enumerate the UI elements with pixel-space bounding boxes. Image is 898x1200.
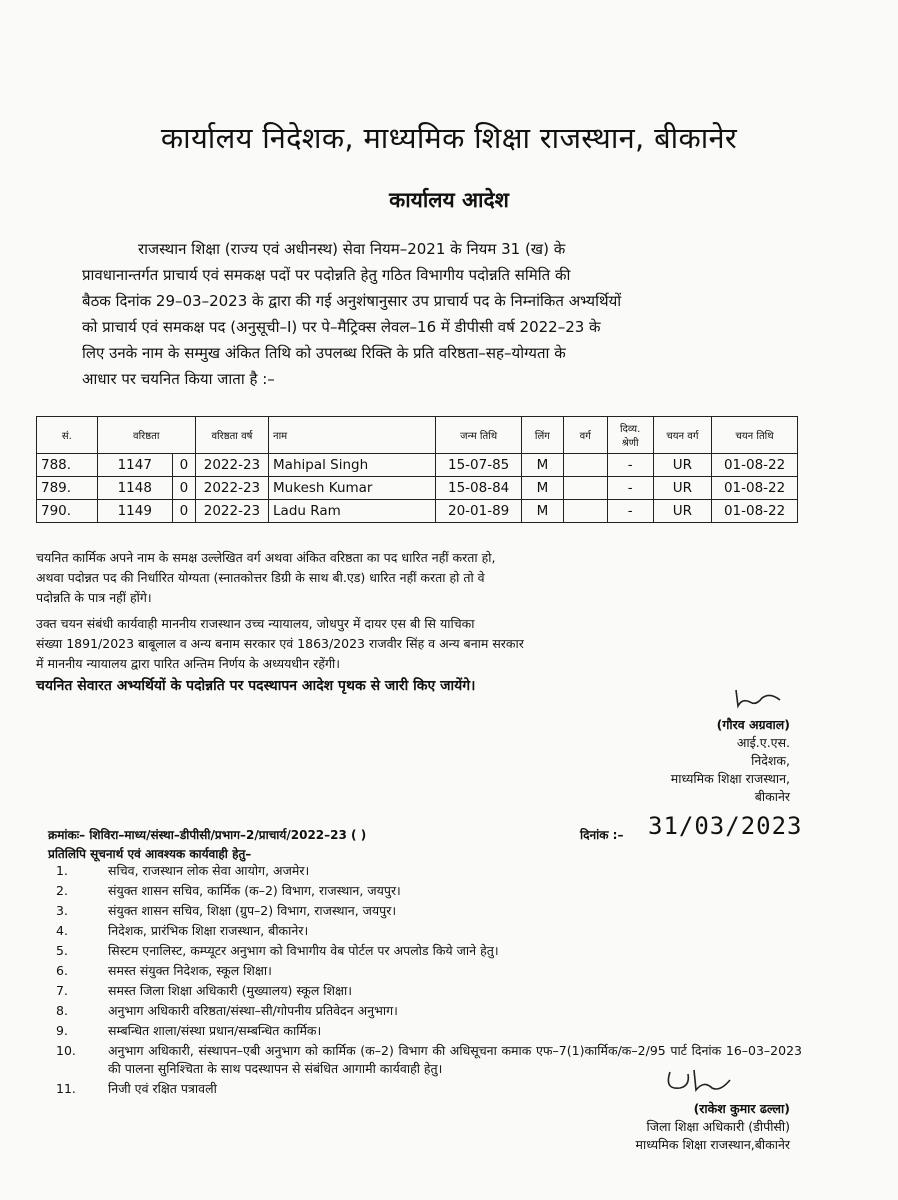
item-number: 11. — [56, 1081, 76, 1096]
cell-selection-category: UR — [653, 454, 712, 477]
cell-selection-category: UR — [653, 477, 712, 500]
item-text: निजी एवं रक्षित पत्रावली — [108, 1081, 217, 1096]
cell-gender: M — [521, 477, 563, 500]
cell-dob: 15-08-84 — [436, 477, 522, 500]
cell-seniority: 1148 — [97, 477, 172, 500]
cell-category — [563, 477, 607, 500]
cell-sub: 0 — [172, 454, 195, 477]
list-item — [42, 882, 802, 900]
cell-sno: 788. — [37, 454, 98, 477]
signatory-designation: निदेशक, — [751, 753, 790, 768]
list-item — [42, 962, 802, 980]
cell-disability: - — [607, 477, 653, 500]
note-line: उक्त चयन संबंधी कार्यवाही माननीय राजस्थान उच्च न्यायालय, जोधपुर में दायर एस बी सि याचिका — [36, 616, 475, 631]
signatory-service: आई.ए.एस. — [736, 735, 790, 750]
col-dob: जन्म तिथि — [436, 417, 522, 454]
intro-line: लिए उनके नाम के सम्मुख अंकित तिथि को उपलब्ध रिक्ति के प्रति वरिष्ठता–सह–योग्यता के — [82, 344, 566, 362]
note-line: चयनित कार्मिक अपने नाम के समक्ष उल्लेखित वर्ग अथवा अंकित वरिष्ठता का पद धारित नहीं करता हो, — [36, 550, 496, 565]
item-number: 1. — [56, 863, 68, 878]
signatory-city: बीकानेर — [754, 789, 790, 804]
col-seniority: वरिष्ठता — [97, 417, 195, 454]
list-item — [42, 922, 802, 940]
item-text: अनुभाग अधिकारी, संस्थापन–एबी अनुभाग को कार्मिक (क–2) विभाग की अधिसूचना कमाक एफ–7(1)कार्मिक/क–2/95 पार्ट दिनांक 16–03–2023 की पालना सुनिश्चिता के साथ पदस्थापन से संबंधित आगामी कार्यवाही हेतु। — [108, 1043, 802, 1076]
item-text: सचिव, राजस्थान लोक सेवा आयोग, अजमेर। — [108, 863, 310, 878]
eligibility-note — [36, 548, 796, 608]
intro-paragraph — [82, 236, 800, 392]
item-text: संयुक्त शासन सचिव, कार्मिक (क–2) विभाग, राजस्थान, जयपुर। — [108, 883, 401, 898]
item-text: निदेशक, प्रारंभिक शिक्षा राजस्थान, बीकानेर। — [108, 923, 309, 938]
col-gender: लिंग — [521, 417, 563, 454]
signatory-designation: जिला शिक्षा अधिकारी (डीपीसी) — [646, 1119, 790, 1134]
table-header-row — [37, 417, 798, 454]
item-text: सिस्टम एनालिस्ट, कम्प्यूटर अनुभाग को विभागीय वेब पोर्टल पर अपलोड किये जाने हेतु। — [108, 943, 499, 958]
item-number: 9. — [56, 1023, 68, 1038]
cell-category — [563, 500, 607, 523]
cell-gender: M — [521, 500, 563, 523]
signatory-name: (राकेश कुमार ढल्ला) — [693, 1101, 790, 1116]
list-item — [42, 942, 802, 960]
col-disability: दिव्य. श्रेणी — [607, 417, 653, 454]
court-note — [36, 614, 796, 674]
cell-dob: 20-01-89 — [436, 500, 522, 523]
cell-selection-date: 01-08-22 — [712, 477, 798, 500]
col-category: वर्ग — [563, 417, 607, 454]
list-item — [42, 902, 802, 920]
cell-seniority: 1149 — [97, 500, 172, 523]
cell-gender: M — [521, 454, 563, 477]
col-sno: सं. — [37, 417, 98, 454]
item-text: सम्बन्धित शाला/संस्था प्रधान/सम्बन्धित कार्मिक। — [108, 1023, 322, 1038]
cell-year: 2022-23 — [195, 500, 268, 523]
cell-sub: 0 — [172, 477, 195, 500]
intro-line: बैठक दिनांक 29–03–2023 के द्वारा की गई अनुशंषानुसार उप प्राचार्य पद के निम्नांकित अभ्यर्थियों — [82, 292, 622, 310]
cell-category — [563, 454, 607, 477]
cell-year: 2022-23 — [195, 477, 268, 500]
date-label: दिनांक :– — [580, 828, 624, 842]
signatory-dept: माध्यमिक शिक्षा राजस्थान,बीकानेर — [635, 1137, 790, 1152]
col-seniority-year: वरिष्ठता वर्ष — [195, 417, 268, 454]
order-title: कार्यालय आदेश — [389, 188, 509, 212]
item-text: समस्त संयुक्त निदेशक, स्कूल शिक्षा। — [108, 963, 272, 978]
cell-disability: - — [607, 500, 653, 523]
signature-scribble-1 — [730, 684, 790, 714]
cell-seniority: 1147 — [97, 454, 172, 477]
cell-selection-category: UR — [653, 500, 712, 523]
signatory-director — [600, 716, 790, 806]
reference-number: क्रमांकः– शिविरा–माध्य/संस्था–डीपीसी/प्रभाग–2/प्राचार्य/2022–23 ( ) — [48, 828, 367, 842]
item-number: 2. — [56, 883, 68, 898]
item-text: समस्त जिला शिक्षा अधिकारी (मुख्यालय) स्कूल शिक्षा। — [108, 983, 352, 998]
list-item — [42, 862, 802, 880]
cell-sno: 790. — [37, 500, 98, 523]
date-value: 31/03/2023 — [648, 812, 803, 840]
office-heading: कार्यालय निदेशक, माध्यमिक शिक्षा राजस्थान, बीकानेर — [160, 121, 738, 155]
copy-heading: प्रतिलिपि सूचनार्थ एवं आवश्यक कार्यवाही हेतु– — [48, 847, 252, 861]
list-item — [42, 982, 802, 1000]
cell-name: Mukesh Kumar — [269, 477, 436, 500]
table-row — [37, 500, 798, 523]
table-row — [37, 477, 798, 500]
signatory-name: (गौरव अग्रवाल) — [716, 717, 790, 732]
item-text: अनुभाग अधिकारी वरिष्ठता/संस्था–सी/गोपनीय प्रतिवेदन अनुभाग। — [108, 1003, 398, 1018]
intro-line: को प्राचार्य एवं समकक्ष पद (अनुसूची–I) पर पे–मैट्रिक्स लेवल–16 में डीपीसी वर्ष 2022–23 के — [82, 318, 601, 336]
item-number: 4. — [56, 923, 68, 938]
item-number: 10. — [56, 1043, 76, 1058]
cell-sno: 789. — [37, 477, 98, 500]
item-number: 3. — [56, 903, 68, 918]
note-line: संख्या 1891/2023 बाबूलाल व अन्य बनाम सरकार एवं 1863/2023 राजवीर सिंह व अन्य बनाम सरकार — [36, 636, 524, 651]
table-row — [37, 454, 798, 477]
item-number: 6. — [56, 963, 68, 978]
posting-note: चयनित सेवारत अभ्यर्थियों के पदोन्नति पर पदस्थापन आदेश पृथक से जारी किए जायेंगे। — [36, 678, 476, 694]
note-line: अथवा पदोन्नत पद की निर्धारित योग्यता (स्नातकोत्तर डिग्री के साथ बी.एड) धारित नहीं करता हो तो वे — [36, 570, 485, 585]
item-number: 5. — [56, 943, 68, 958]
cell-selection-date: 01-08-22 — [712, 500, 798, 523]
cell-dob: 15-07-85 — [436, 454, 522, 477]
intro-line: आधार पर चयनित किया जाता है :– — [82, 370, 275, 388]
col-selection-date: चयन तिथि — [712, 417, 798, 454]
cell-name: Ladu Ram — [269, 500, 436, 523]
cell-disability: - — [607, 454, 653, 477]
signatory-deo — [540, 1100, 790, 1154]
intro-line: प्रावधानान्तर्गत प्राचार्य एवं समकक्ष पदों पर पदोन्नति हेतु गठित विभागीय पदोन्नति समिति की — [82, 266, 571, 284]
list-item — [42, 1002, 802, 1020]
list-item — [42, 1022, 802, 1040]
note-line: में माननीय न्यायालय द्वारा पारित अन्तिम निर्णय के अध्ययधीन रहेंगी। — [36, 656, 340, 671]
item-number: 8. — [56, 1003, 68, 1018]
col-selection-category: चयन वर्ग — [653, 417, 712, 454]
cell-selection-date: 01-08-22 — [712, 454, 798, 477]
item-number: 7. — [56, 983, 68, 998]
note-line: पदोन्नति के पात्र नहीं होंगे। — [36, 590, 152, 605]
col-name: नाम — [269, 417, 436, 454]
cell-year: 2022-23 — [195, 454, 268, 477]
cell-sub: 0 — [172, 500, 195, 523]
item-text: संयुक्त शासन सचिव, शिक्षा (ग्रुप–2) विभाग, राजस्थान, जयपुर। — [108, 903, 397, 918]
signatory-dept: माध्यमिक शिक्षा राजस्थान, — [670, 771, 790, 786]
signature-scribble-2 — [660, 1062, 740, 1098]
intro-line: राजस्थान शिक्षा (राज्य एवं अधीनस्थ) सेवा नियम–2021 के नियम 31 (ख) के — [138, 240, 566, 258]
selection-table — [36, 416, 798, 523]
cell-name: Mahipal Singh — [269, 454, 436, 477]
